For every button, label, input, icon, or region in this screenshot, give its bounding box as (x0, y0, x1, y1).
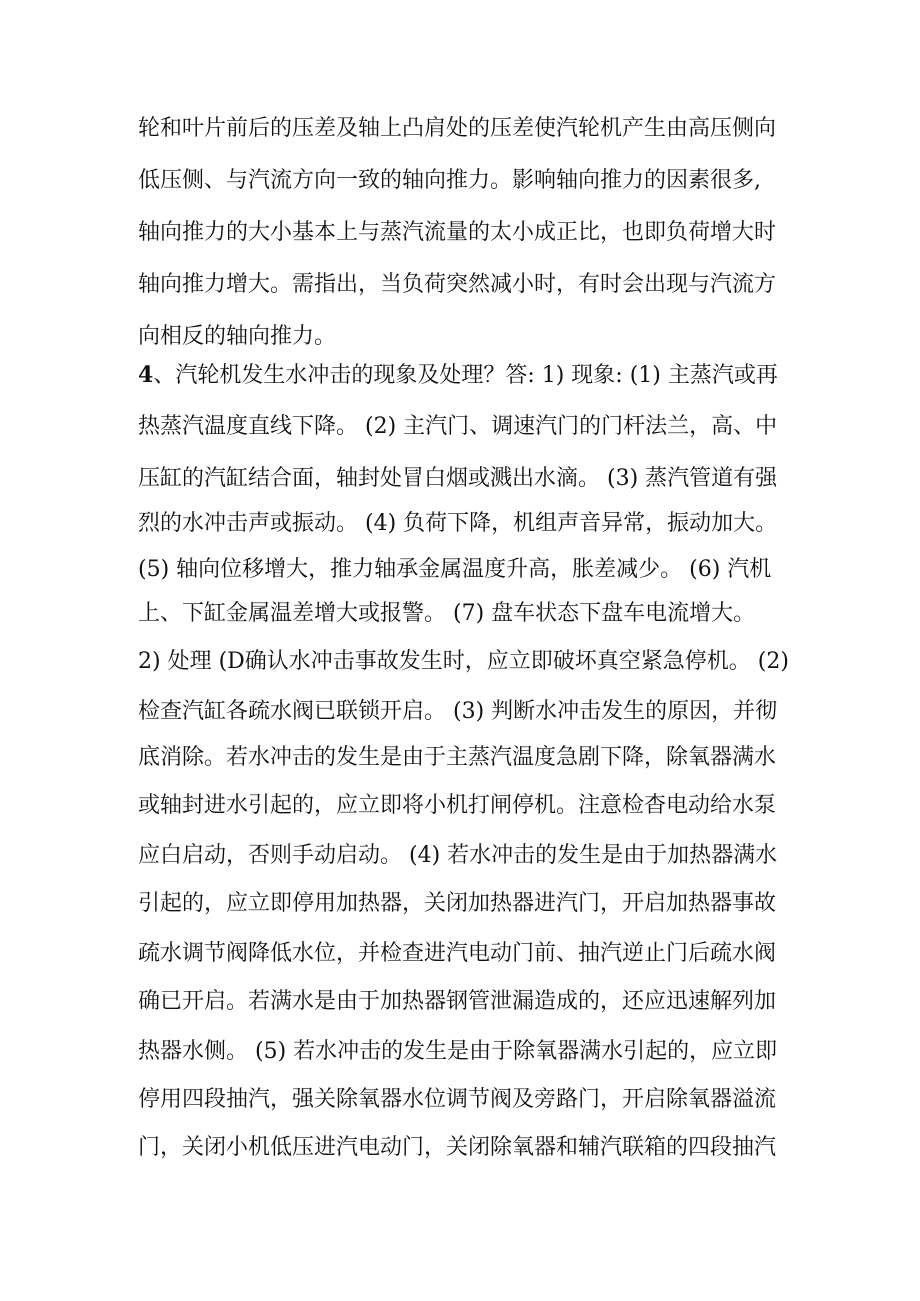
text-line: 上、下缸金属温差增大或报警。 (7) 盘车状态下盘车电流增大。 (138, 601, 756, 626)
text-line: 确已开启。若满水是由于加热器钢管泄漏造成的，还应迅速解列加 (138, 989, 777, 1014)
text-line: 疏水调节阀降低水位，并检查进汽电动门前、抽汽逆止门后疏水阀 (138, 941, 777, 966)
text-line: 轴向推力的大小基本上与蒸汽流量的太小成正比，也即负荷增大时 (138, 220, 777, 245)
text-line: 烈的水冲击声或振动。 (4) 负荷下降，机组声音异常，振动加大。 (138, 511, 778, 536)
text-line: 停用四段抽汽，强关除氧器水位调节阀及旁路门，开启除氧器溢流 (138, 1087, 777, 1112)
text-line: 、汽轮机发生水冲击的现象及处理？答: 1) 现象: (1) 主蒸汽或再 (153, 363, 778, 388)
item-number: 4 (138, 362, 154, 388)
text-line: 应白启动，否则手动启动。 (4) 若水冲击的发生是由于加热器满水 (138, 843, 778, 868)
text-line: 热器水侧。 (5) 若水冲击的发生是由于除氧器满水引起的，应立即 (138, 1039, 778, 1064)
text-line: 引起的，应立即停用加热器，关闭加热器进汽门，开启加热器事故 (138, 891, 777, 916)
section-heading-line (138, 351, 778, 399)
text-line: 轮和叶片前后的压差及轴上凸肩处的压差使汽轮机产生由高压侧向 (138, 116, 777, 141)
text-line: 低压侧、与汽流方向一致的轴向推力。影响轴向推力的因素很多, (138, 168, 761, 193)
text-line: 底消除。若水冲击的发生是由于主蒸汽温度急剧下降，除氧器满水 (138, 745, 777, 770)
text-line: 检查汽缸各疏水阀已联锁开启。 (3) 判断水冲击发生的原因，并彻 (138, 699, 778, 724)
text-line: 门，关闭小机低压进汽电动门，关闭除氧器和辅汽联箱的四段抽汽 (138, 1135, 777, 1160)
text-line: 向相反的轴向推力。 (138, 324, 337, 349)
text-line: (5) 轴向位移增大，推力轴承金属温度升高，胀差减少。 (6) 汽机 (138, 557, 772, 582)
text-line: 热蒸汽温度直线下降。 (2) 主汽门、调速汽门的门杆法兰，高、中 (138, 414, 778, 439)
text-line: 2) 处理 (D确认水冲击事故发生时，应立即破坏真空紧急停机。 (2) (138, 649, 789, 674)
text-line: 压缸的汽缸结合面，轴封处冒白烟或溅出水滴。 (3) 蒸汽管道有强 (138, 466, 778, 491)
text-line: 或轴封进水引起的，应立即将小机打闸停机。注意检杳电动给水泵 (138, 793, 777, 818)
text-line: 轴向推力增大。需指出，当负荷突然减小时，有时会出现与汽流方 (138, 272, 777, 297)
